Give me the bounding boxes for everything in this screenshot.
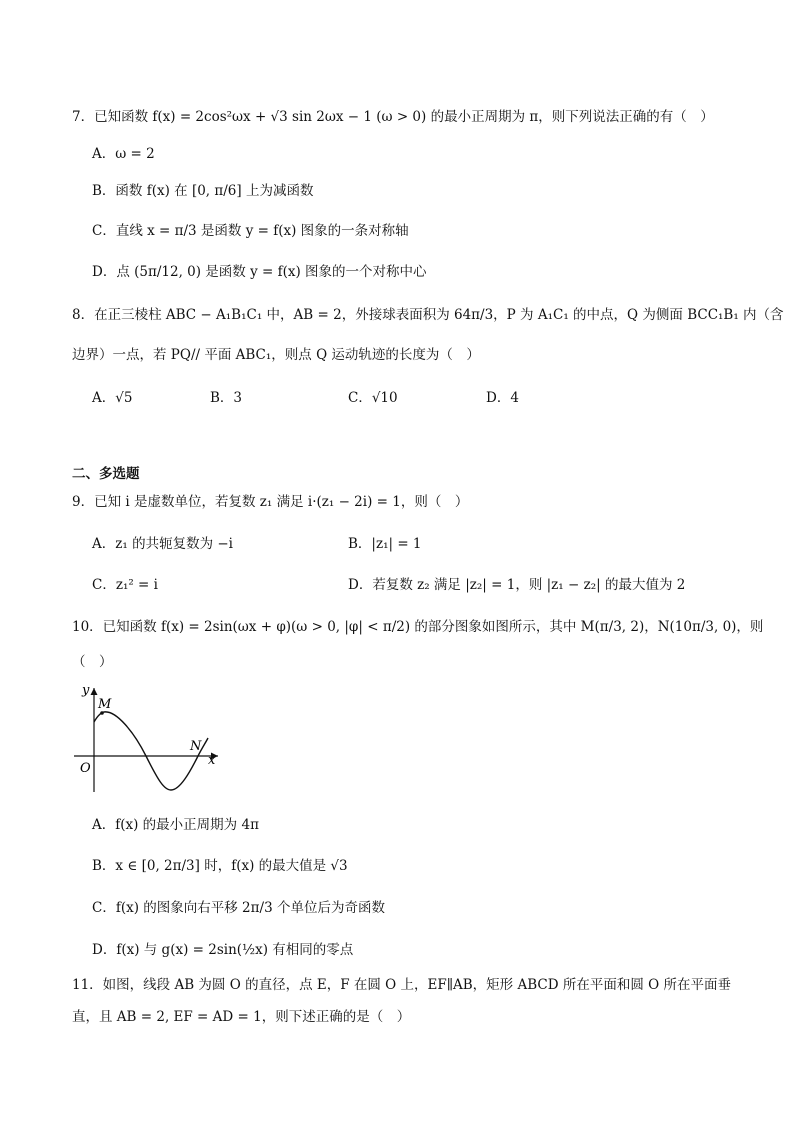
q10-stem-line1: 10．已知函数 f(x) = 2sin(ωx + φ)(ω > 0, |φ| < π/2) 的部分图象如图所示，其中 M(π/3, 2)，N(10π/3, 0)，则 [72,619,764,635]
q7-option-c: C．直线 x = π/3 是函数 y = f(x) 图象的一条对称轴 [92,223,409,239]
q10-option-a: A．f(x) 的最小正周期为 4π [92,817,259,833]
q8-stem-line1: 8．在正三棱柱 ABC − A₁B₁C₁ 中，AB = 2，外接球表面积为 64π/3，P 为 A₁C₁ 的中点，Q 为侧面 BCC₁B₁ 内（含 [72,307,784,323]
q9-option-d: D．若复数 z₂ 满足 |z₂| = 1，则 |z₁ − z₂| 的最大值为 2 [348,577,686,593]
q9-option-b: B．|z₁| = 1 [348,536,422,552]
q11-stem-line1: 11．如图，线段 AB 为圆 O 的直径，点 E，F 在圆 O 上，EF∥AB，矩形 ABCD 所在平面和圆 O 所在平面垂 [72,977,731,993]
q9-option-c: C．z₁² = i [92,577,158,593]
q7-option-a: A．ω = 2 [92,146,155,162]
section-title: 二、多选题 [72,466,140,482]
q11-stem-line2: 直，且 AB = 2, EF = AD = 1，则下述正确的是（ ） [72,1009,411,1025]
label-x: x [208,753,216,768]
q8-stem-line2: 边界）一点，若 PQ// 平面 ABC₁，则点 Q 运动轨迹的长度为（ ） [72,347,480,363]
q10-option-d: D．f(x) 与 g(x) = 2sin(½x) 有相同的零点 [92,942,354,958]
q7-stem: 7．已知函数 f(x) = 2cos²ωx + √3 sin 2ωx − 1 (ω > 0) 的最小正周期为 π，则下列说法正确的有（ ） [72,109,714,125]
label-o: O [80,761,91,776]
q8-option-c: C．√10 [348,390,398,406]
q10-stem-line2: （ ） [72,654,113,670]
q7-option-b: B．函数 f(x) 在 [0, π/6] 上为减函数 [92,183,314,199]
q10-option-b: B．x ∈ [0, 2π/3] 时，f(x) 的最大值是 √3 [92,858,348,874]
label-m: M [98,697,112,712]
q9-stem: 9．已知 i 是虚数单位，若复数 z₁ 满足 i·(z₁ − 2i) = 1，则（ ） [72,494,469,510]
q7-option-d: D．点 (5π/12, 0) 是函数 y = f(x) 图象的一个对称中心 [92,264,427,280]
q10-option-c: C．f(x) 的图象向右平移 2π/3 个单位后为奇函数 [92,900,385,916]
q8-option-a: A．√5 [92,390,133,406]
q8-option-d: D．4 [486,390,519,406]
q8-option-b: B．3 [210,390,243,406]
q9-option-a: A．z₁ 的共轭复数为 −i [92,536,233,552]
label-y: y [82,683,90,698]
label-n: N [190,739,202,754]
sine-graph [68,680,228,800]
